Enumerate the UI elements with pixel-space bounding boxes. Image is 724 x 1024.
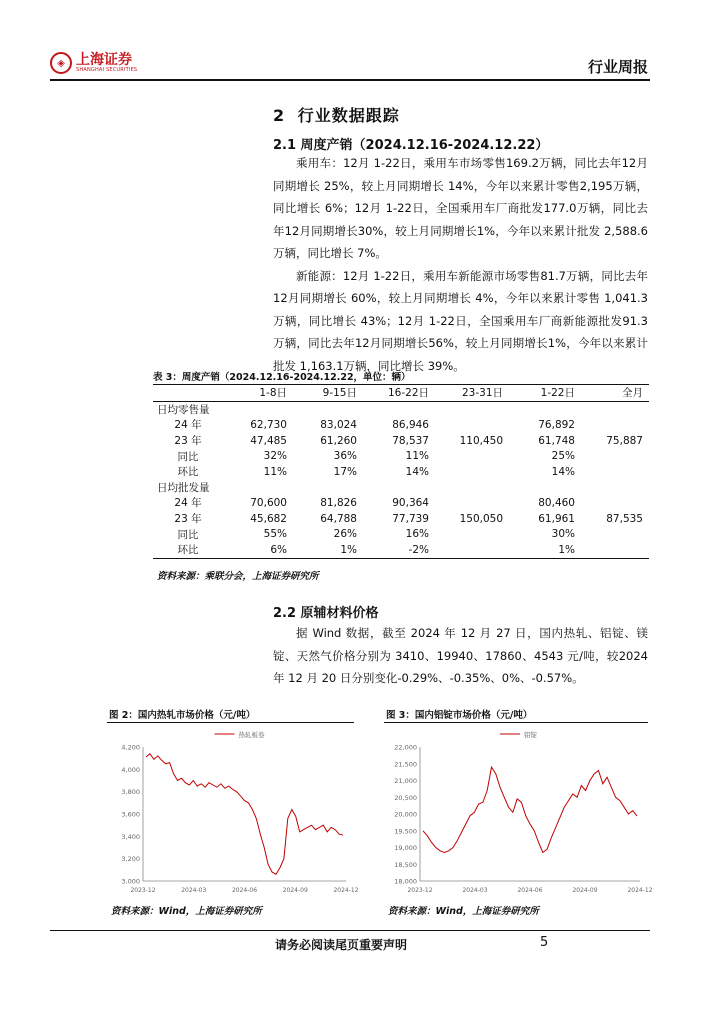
y-tick-label: 3,000 <box>121 877 140 886</box>
x-tick-label: 2024-03 <box>181 887 207 894</box>
table-header-row <box>153 385 649 402</box>
subsection-2-1-title: 2.1 周度产销（2024.12.16-2024.12.22） <box>273 138 549 153</box>
table-cell: -2% <box>363 542 435 558</box>
table-cell <box>581 417 649 433</box>
aluminum-price-chart <box>384 725 653 897</box>
section-heading <box>273 103 400 126</box>
table-cell: 23 年 <box>174 435 202 448</box>
series-line <box>146 754 343 875</box>
weekly-sales-table <box>153 384 649 559</box>
subsection-2-2-title: 2.2 原辅材料价格 <box>273 606 379 621</box>
table-header-cell: 9-15日 <box>293 385 363 402</box>
table-cell <box>435 495 509 511</box>
table-cell: 62,730 <box>250 418 287 431</box>
section-number: 2 <box>273 106 286 125</box>
table-cell: 同比 <box>177 528 199 541</box>
table-row <box>153 511 649 527</box>
table-cell: 70,600 <box>250 496 287 509</box>
logo-mark-icon: ◈ <box>50 52 72 74</box>
y-tick-label: 3,600 <box>121 810 140 819</box>
table-cell: 83,024 <box>320 418 357 431</box>
table-row <box>153 495 649 511</box>
table-row <box>153 433 649 449</box>
table-cell: 17% <box>333 465 357 478</box>
logo-cn: 上海证券 <box>76 52 132 68</box>
table-header-cell <box>153 385 223 402</box>
table-cell <box>581 495 649 511</box>
paragraph-materials: 据 Wind 数据，截至 2024 年 12 月 27 日，国内热轧、铝锭、镁锭、天然气价格分别为 3410、19940、17860、4543 元/吨，较2024 年 12 月 20 日分别变化-0.29%、-0.35%、0%、-0.57%。 <box>273 626 648 685</box>
series-line <box>423 767 637 852</box>
table-cell: 24 年 <box>174 497 202 510</box>
table-cell: 77,739 <box>392 512 429 525</box>
table-source: 资料来源：乘联分会，上海证券研究所 <box>157 571 319 582</box>
table-cell: 14% <box>405 465 429 478</box>
table-cell: 45,682 <box>250 512 287 525</box>
table-cell: 47,485 <box>250 434 287 447</box>
y-tick-label: 21,000 <box>394 777 417 785</box>
logo-en: SHANGHAI SECURITIES <box>76 67 138 73</box>
table-cell: 90,364 <box>392 496 429 509</box>
table-cell: 87,535 <box>606 512 643 525</box>
table-cell: 11% <box>263 465 287 478</box>
y-tick-label: 19,000 <box>394 844 417 852</box>
chart-hot-rolled-caption: 图 2：国内热轧市场价格（元/吨） <box>109 710 256 721</box>
y-tick-label: 22,000 <box>394 743 417 752</box>
y-tick-label: 4,200 <box>121 743 140 752</box>
table-cell: 25% <box>551 450 575 463</box>
table-cell: 23 年 <box>174 513 202 526</box>
table-header-cell: 16-22日 <box>363 385 435 402</box>
table-cell <box>435 526 509 542</box>
table-header-cell: 1-22日 <box>509 385 581 402</box>
table-cell: 环比 <box>153 542 223 558</box>
table-cell: 24 年 <box>174 419 202 432</box>
table-header-cell: 1-8日 <box>223 385 293 402</box>
table-cell: 78,537 <box>392 434 429 447</box>
chart-hot-rolled-source: 资料来源：Wind，上海证券研究所 <box>111 906 262 917</box>
table-cell: 36% <box>333 450 357 463</box>
table-cell <box>581 464 649 480</box>
table-cell: 110,450 <box>459 434 503 447</box>
subsection-2-2-body <box>273 622 648 690</box>
x-tick-label: 2023-12 <box>407 887 433 894</box>
x-tick-label: 2024-06 <box>231 887 258 894</box>
report-type: 行业周报 <box>587 58 648 76</box>
disclaimer-link[interactable]: 请务必阅读尾页重要声明 <box>275 938 408 952</box>
y-tick-label: 18,500 <box>394 860 417 869</box>
subsection-2-1-body <box>273 152 648 377</box>
table-section-row <box>153 480 649 496</box>
table-cell: 26% <box>333 528 357 541</box>
x-tick-label: 2024-12 <box>627 887 653 894</box>
y-tick-label: 18,000 <box>394 877 417 886</box>
table-section-label: 日均零售量 <box>157 403 210 416</box>
x-tick-label: 2024-09 <box>572 887 598 894</box>
y-tick-label: 3,400 <box>121 832 140 841</box>
table-cell <box>581 448 649 464</box>
table-cell <box>581 526 649 542</box>
legend-label: 铝锭 <box>524 731 537 739</box>
chart-caption-rule <box>107 722 354 723</box>
paragraph-nev: 新能源：12月 1-22日，乘用车新能源市场零售81.7万辆，同比去年 12月同期增长 60%，较上月同期增长 4%，今年以来累计零售 1,041.3万辆，同比增长 43%；12月 1-22日，全国乘用车厂商新能源批发91.3万辆，同比去年12月同期增长56%，较上月同期增长1%，今年以来累计批发 1,163.1万辆，同比增长 39%。 <box>273 268 648 373</box>
table-cell: 150,050 <box>459 512 503 525</box>
footer-divider <box>50 930 650 931</box>
table-cell: 75,887 <box>606 434 643 447</box>
table-cell <box>581 542 649 558</box>
y-tick-label: 21,500 <box>394 760 417 769</box>
table-row <box>153 542 649 558</box>
legend-label: 热轧板卷 <box>238 731 265 739</box>
table-section-row <box>153 401 649 417</box>
table-cell: 61,260 <box>320 434 357 447</box>
y-tick-label: 20,000 <box>394 810 417 819</box>
chart-aluminum-source: 资料来源：Wind，上海证券研究所 <box>388 906 539 917</box>
table-cell: 1% <box>509 542 581 558</box>
table-cell: 61,961 <box>538 512 575 525</box>
table-row <box>153 448 649 464</box>
table-cell: 14% <box>551 465 575 478</box>
table-row <box>153 526 649 542</box>
table-cell: 环比 <box>177 466 199 479</box>
table-caption: 表 3：周度产销（2024.12.16-2024.12.22，单位：辆） <box>153 372 411 383</box>
table-row <box>153 464 649 480</box>
x-tick-label: 2023-12 <box>130 887 156 894</box>
table-cell: 80,460 <box>538 496 575 509</box>
page-number: 5 <box>540 935 549 950</box>
x-tick-label: 2024-09 <box>282 887 308 894</box>
table-section-label: 日均批发量 <box>157 481 210 494</box>
y-tick-label: 19,500 <box>394 827 417 836</box>
table-cell: 64,788 <box>320 512 357 525</box>
table-cell: 6% <box>223 542 293 558</box>
y-tick-label: 20,500 <box>394 793 417 802</box>
table-cell: 55% <box>263 528 287 541</box>
y-tick-label: 3,200 <box>121 855 140 864</box>
table-cell: 30% <box>551 528 575 541</box>
x-tick-label: 2024-03 <box>462 887 488 894</box>
table-cell: 11% <box>405 450 429 463</box>
x-tick-label: 2024-06 <box>517 887 543 894</box>
section-title: 行业数据跟踪 <box>297 106 400 125</box>
table-cell: 1% <box>293 542 363 558</box>
table-cell: 16% <box>405 528 429 541</box>
header-divider <box>50 79 650 81</box>
hot-rolled-price-chart <box>107 725 359 897</box>
table-cell: 76,892 <box>538 418 575 431</box>
chart-caption-rule <box>384 722 648 723</box>
table-cell <box>435 542 509 558</box>
table-cell <box>435 417 509 433</box>
table-cell <box>435 448 509 464</box>
table-cell: 61,748 <box>538 434 575 447</box>
table-cell: 81,826 <box>320 496 357 509</box>
chart-aluminum-caption: 图 3：国内铝锭市场价格（元/吨） <box>386 710 533 721</box>
brand-logo <box>50 52 137 74</box>
table-cell: 32% <box>263 450 287 463</box>
y-tick-label: 3,800 <box>121 788 140 797</box>
table-cell: 86,946 <box>392 418 429 431</box>
paragraph-passenger: 乘用车：12月 1-22日，乘用车市场零售169.2万辆，同比去年12月同期增长 25%，较上月同期增长 14%，今年以来累计零售2,195万辆，同比增长 6%；12月 1-22日，全国乘用车厂商批发177.0万辆，同比去年12月同期增长30%，较上月同期增长1%，今年以来累计批发 2,588.6万辆，同比增长 7%。 <box>273 156 648 260</box>
x-tick-label: 2024-12 <box>333 887 359 894</box>
table-cell <box>435 464 509 480</box>
table-header-cell: 全月 <box>581 385 649 402</box>
y-tick-label: 4,000 <box>121 765 140 774</box>
table-header-cell: 23-31日 <box>435 385 509 402</box>
table-cell: 同比 <box>177 450 199 463</box>
table-row <box>153 417 649 433</box>
